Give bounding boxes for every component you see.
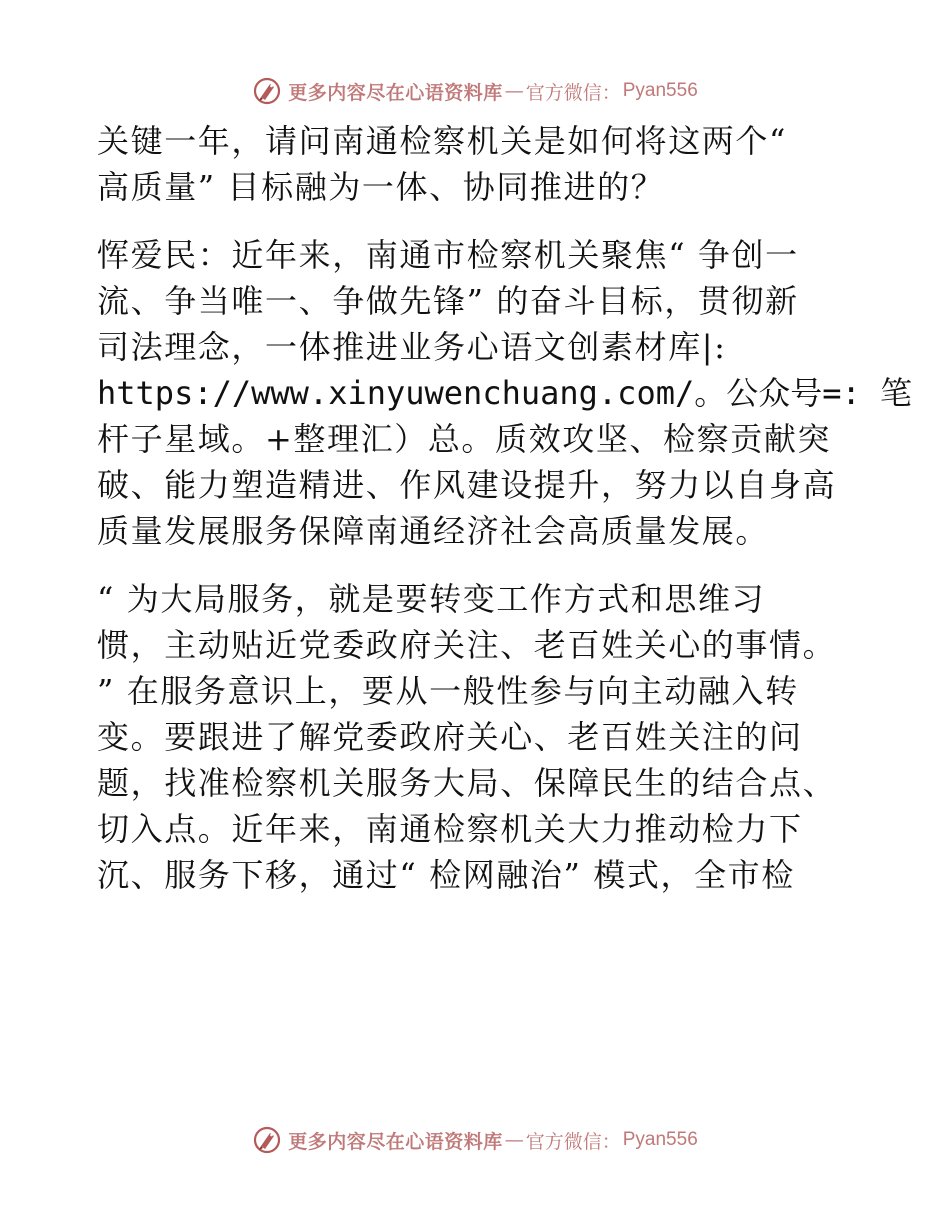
document-body [97, 118, 913, 898]
watermark-subtitle: 官方微信： [525, 81, 621, 104]
text-line: “ 为大局服务，就是要转变工作方式和思维习 [97, 580, 766, 618]
paragraph-service [97, 576, 857, 898]
watermark-title: 更多内容尽在心语资料库 [288, 81, 503, 104]
text-line: 质量发展服务保障南通经济社会高质量发展。 [97, 512, 770, 550]
text-line: 司法理念，一体推进业务心语文创素材库|: [97, 328, 727, 366]
watermark-wechat-id: Pyan556 [622, 80, 698, 101]
text-line: 惯，主动贴近党委政府关注、老百姓关心的事情。 [97, 626, 837, 664]
text-line-url: https://www.xinyuwenchuang.com/。公众号=: 笔 [97, 374, 913, 412]
text-line: 流、争当唯一、争做先锋” 的奋斗目标，贯彻新 [97, 282, 799, 320]
text-line: 关键一年，请问南通检察机关是如何将这两个“ [97, 122, 787, 160]
text-line: 破、能力塑造精进、作风建设提升，努力以自身高 [97, 466, 837, 504]
watermark-dash: — [504, 1129, 524, 1151]
pen-nib-logo-icon [252, 1125, 282, 1155]
text-line: 恽爱民：近年来，南通市检察机关聚焦“ 争创一 [97, 236, 799, 274]
text-line: 高质量” 目标融为一体、协同推进的？ [97, 168, 665, 206]
watermark-dash: — [504, 80, 524, 102]
watermark-wechat-id: Pyan556 [622, 1129, 698, 1150]
text-line: 题，找准检察机关服务大局、保障民生的结合点、 [97, 764, 837, 802]
paragraph-question [97, 118, 857, 210]
pen-nib-logo-icon [252, 76, 282, 106]
watermark-subtitle: 官方微信： [525, 1130, 621, 1153]
text-line: 切入点。近年来，南通检察机关大力推动检力下 [97, 810, 803, 848]
text-line: 沉、服务下移，通过“ 检网融治” 模式，全市检 [97, 856, 795, 894]
paragraph-answer [97, 232, 913, 554]
footer-watermark [0, 1120, 950, 1160]
text-line: 变。要跟进了解党委政府关心、老百姓关注的问 [97, 718, 803, 756]
text-line: ” 在服务意识上，要从一般性参与向主动融入转 [97, 672, 799, 710]
watermark-title: 更多内容尽在心语资料库 [288, 1130, 503, 1153]
header-watermark [0, 71, 950, 111]
text-line: 杆子星域。+整理汇）总。质效攻坚、检察贡献突 [97, 420, 832, 458]
